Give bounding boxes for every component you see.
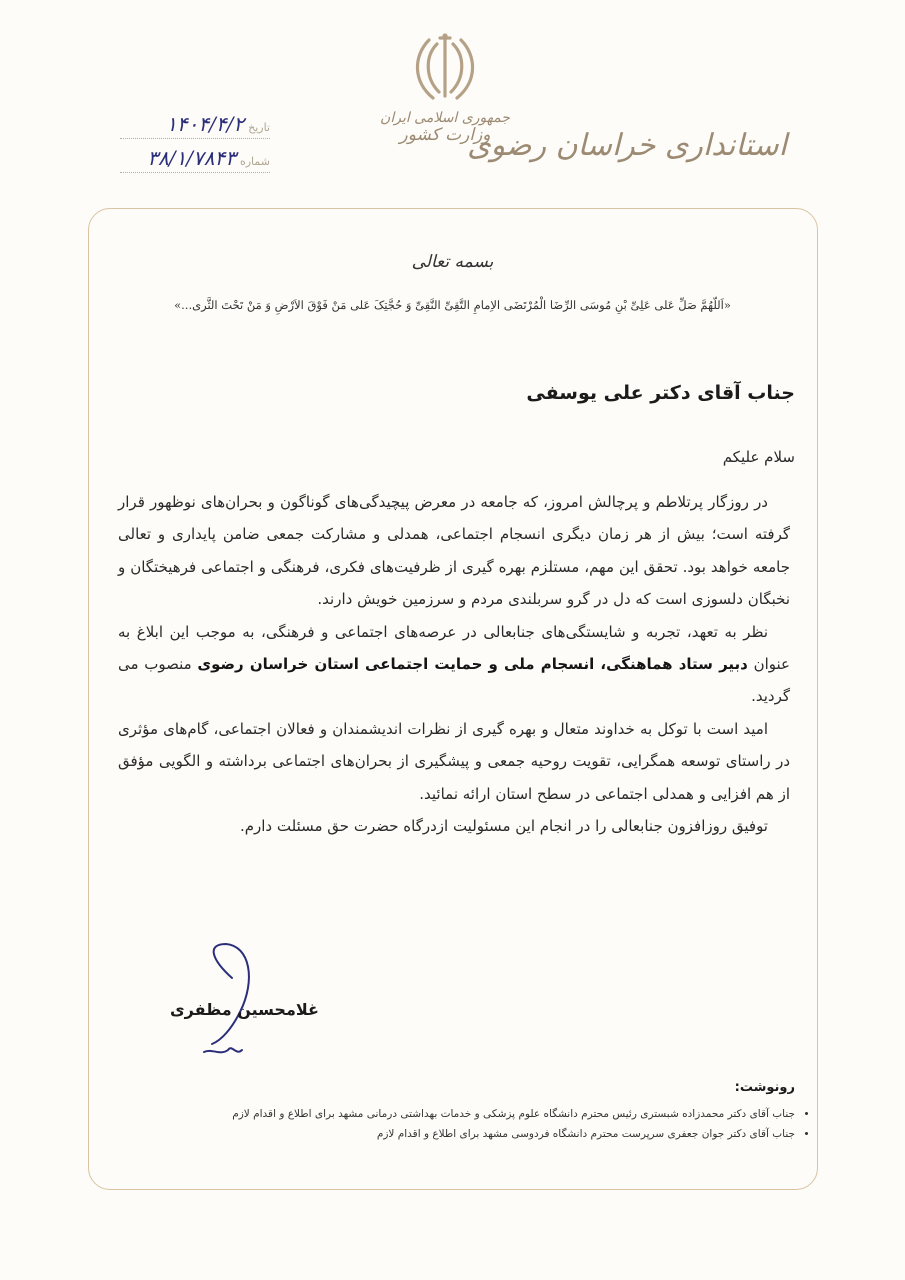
salawat: «اَللّهُمَّ صَلِّ عَلی عَلِیِّ بْنِ مُوسَی الرِّضَا الْمُرْتَضَی الاِمامِ التَّقِیِّ النَّقِیِّ وَ حُجَّتِکَ عَلی مَنْ فَوْقَ الاَرْضِ وَ مَنْ تَحْتَ الثَّری...» [174, 298, 731, 312]
date-row [120, 112, 270, 139]
emblem-line-country: جمهوری اسلامی ایران [380, 110, 510, 126]
paragraph-1: در روزگار پرتلاطم و پرچالش امروز، که جامعه در معرض پیچیدگی‌های گوناگون و بحران‌های نوظهور قرار گرفته است؛ بیش از هر زمان دیگری انسجام اجتماعی، همدلی و مشارکت جمعی ضامن پایداری و تعالی جامعه خواهد بود. تحقق این مهم، مستلزم بهره گیری از ظرفیت‌های فکری، فرهنگی و اجتماعی فرهیختگان و نخبگان دلسوزی است که دل در گرو سربلندی مردم و سرزمین خویش دارند. [118, 493, 790, 609]
paragraph-2-start: نظر به تعهد، تجربه و شایستگی‌های جنابعالی در عرصه‌های اجتماعی و فرهنگی، به موجب این ابلاغ به عنوان [118, 622, 790, 674]
appointment-title: دبیر ستاد هماهنگی، انسجام ملی و حمایت اجتماعی استان خراسان رضوی [197, 655, 748, 674]
cc-list [95, 1104, 809, 1144]
organization-name: استانداری خراسان رضوی [467, 128, 787, 163]
iran-emblem-icon [407, 30, 483, 106]
number-value: ۳۸/۱/۷۸۴۳ [147, 146, 236, 170]
number-row [120, 146, 270, 173]
emblem-line-ministry: وزارت کشور [399, 125, 491, 146]
paragraph-3: امید است با توکل به خداوند متعال و بهره گیری از نظرات اندیشمندان و فعالان اجتماعی، گام‌های مؤثری در راستای توسعه همگرایی، تقویت روحیه جمعی و پیشگیری از بحران‌های اجتماعی برداشته و الگویی مؤفق از هم افزایی و همدلی اجتماعی در سطح استان ارائه نمائید. [118, 719, 790, 803]
cc-title: رونوشت: [734, 1080, 795, 1095]
paragraph-2 [118, 616, 790, 713]
number-label: شماره [239, 155, 270, 168]
greeting: سلام علیکم [722, 448, 795, 466]
emblem-block [370, 30, 520, 180]
paragraph-2-end: منصوب می گردید. [118, 655, 790, 706]
date-label: تاریخ [248, 121, 270, 134]
cc-item: • جناب آقای دکتر محمدزاده شبستری رئیس محترم دانشگاه علوم پزشکی و خدمات بهداشتی درمانی مشهد برای اطلاع و اقدام لازم [95, 1104, 795, 1124]
recipient-salutation: جناب آقای دکتر علی یوسفی [526, 382, 795, 404]
signer-name: غلامحسین مظفری [170, 1000, 319, 1019]
letter-body [118, 486, 790, 842]
date-value: ۱۴۰۴/۴/۲ [166, 112, 245, 136]
basmala: بسمه تعالی [411, 252, 494, 272]
paragraph-4: توفیق روزافزون جنابعالی را در انجام این مسئولیت ازدرگاه حضرت حق مسئلت دارم. [239, 817, 768, 836]
cc-item: • جناب آقای دکتر جوان جعفری سرپرست محترم دانشگاه فردوسی مشهد برای اطلاع و اقدام لازم [95, 1124, 795, 1144]
